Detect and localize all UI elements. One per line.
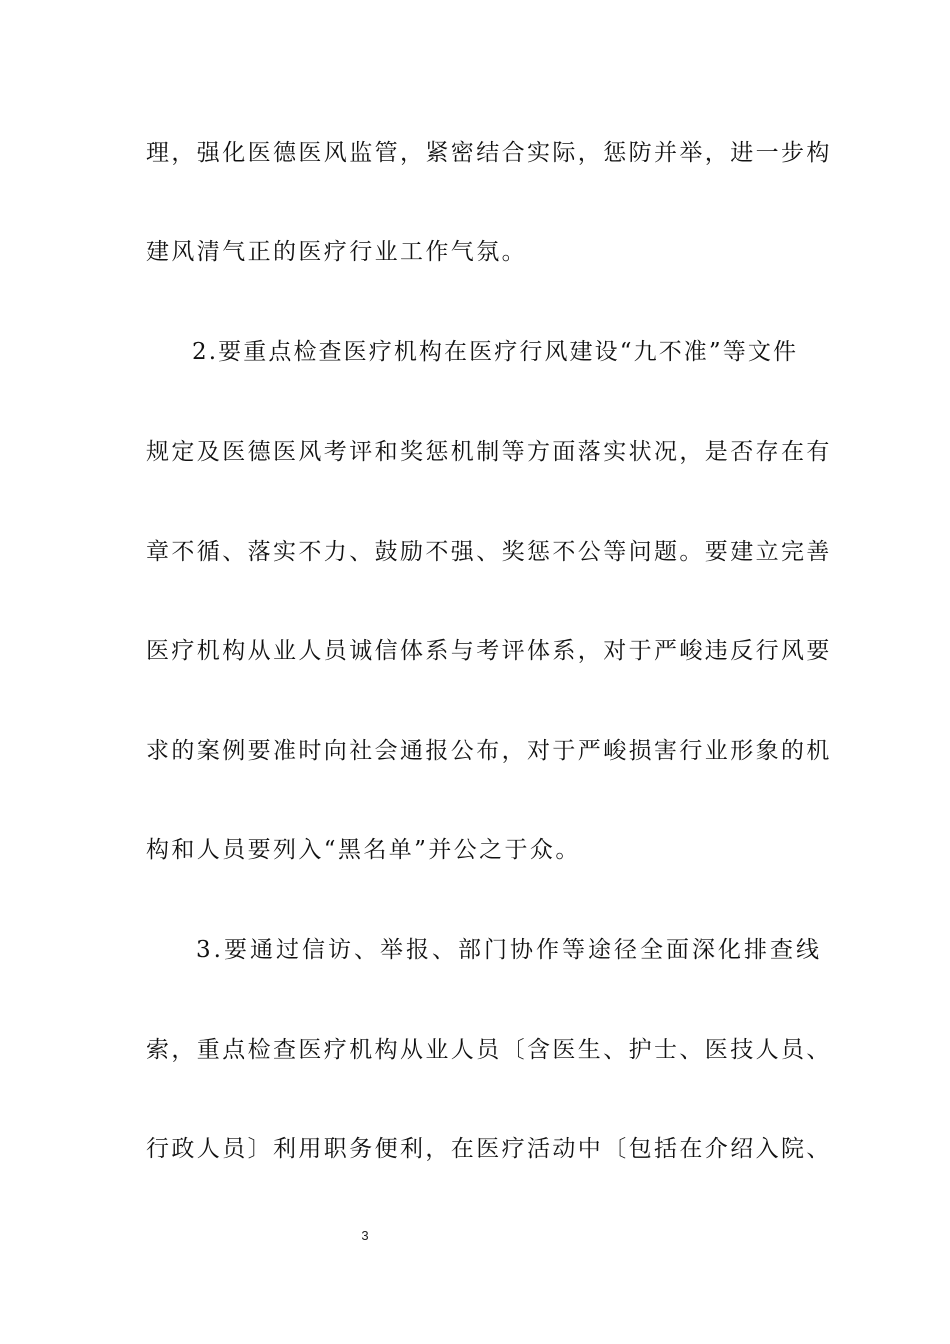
paragraph-2-first-line: 2.要重点检查医疗机构在医疗行风建设“九不准”等文件 <box>192 339 799 365</box>
text-line: 章不循、落实不力、鼓励不强、奖惩不公等问题。要建立完善 <box>146 539 832 565</box>
text-line: 建风清气正的医疗行业工作气氛。 <box>146 239 527 265</box>
text-line: 索，重点检查医疗机构从业人员〔含医生、护士、医技人员、 <box>146 1037 832 1063</box>
page-number: 3 <box>361 1228 369 1243</box>
text-line: 理，强化医德医风监管，紧密结合实际，惩防并举，进一步构 <box>146 140 832 166</box>
text-line: 构和人员要列入“黑名单”并公之于众。 <box>146 837 581 863</box>
text-line: 求的案例要准时向社会通报公布，对于严峻损害行业形象的机 <box>146 738 832 764</box>
text-line: 规定及医德医风考评和奖惩机制等方面落实状况，是否存在有 <box>146 439 832 465</box>
text-line: 医疗机构从业人员诚信体系与考评体系，对于严峻违反行风要 <box>146 638 832 664</box>
paragraph-3-first-line: 3.要通过信访、举报、部门协作等途径全面深化排查线 <box>196 937 822 963</box>
text-line: 行政人员〕利用职务便利，在医疗活动中〔包括在介绍入院、 <box>146 1136 832 1162</box>
